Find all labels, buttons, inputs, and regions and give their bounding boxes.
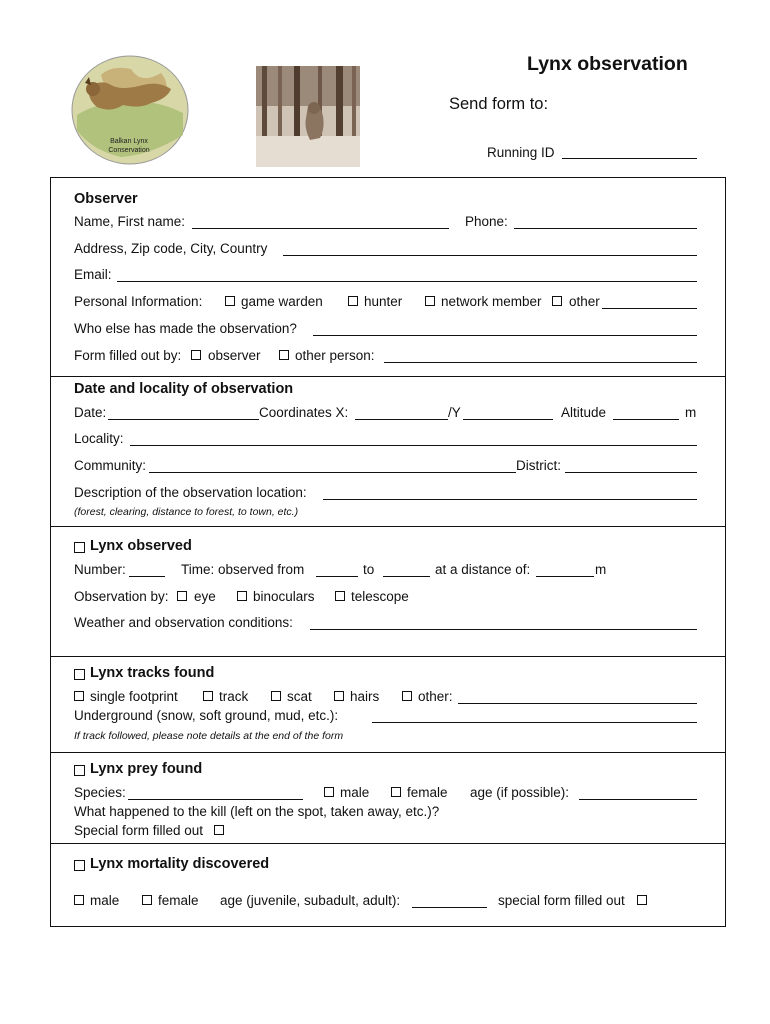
- observer-heading: Observer: [74, 191, 138, 207]
- mortality-age-field[interactable]: [412, 907, 487, 908]
- district-field[interactable]: [565, 472, 697, 473]
- mortality-female-label: female: [158, 893, 199, 908]
- observer-checkbox[interactable]: [191, 350, 201, 360]
- scat-label: scat: [287, 689, 312, 704]
- other-field[interactable]: [602, 308, 697, 309]
- time-from-field[interactable]: [316, 576, 358, 577]
- prey-male-label: male: [340, 785, 370, 800]
- prey-special-form-checkbox[interactable]: [214, 825, 224, 835]
- eye-checkbox[interactable]: [177, 591, 187, 601]
- altitude-unit: m: [685, 405, 697, 420]
- prey-female-checkbox[interactable]: [391, 787, 401, 797]
- address-label: Address, Zip code, City, Country: [74, 241, 268, 256]
- logo-text-1: Balkan Lynx: [110, 138, 148, 145]
- coord-y-label: /Y: [448, 405, 461, 420]
- locality-heading: Date and locality of observation: [74, 381, 294, 397]
- phone-field[interactable]: [514, 228, 697, 229]
- lynx-mortality-checkbox[interactable]: [74, 860, 85, 871]
- game-warden-label: game warden: [241, 294, 323, 309]
- kill-fate-label: What happened to the kill (left on the spot, taken away, etc.)?: [74, 804, 440, 819]
- binoculars-label: binoculars: [253, 589, 315, 604]
- form-title: Lynx observation: [527, 53, 688, 75]
- hairs-checkbox[interactable]: [334, 691, 344, 701]
- lynx-mortality-heading: Lynx mortality discovered: [90, 856, 270, 872]
- running-id-label: Running ID: [487, 145, 555, 160]
- hunter-label: hunter: [364, 294, 403, 309]
- lynx-tracks-checkbox[interactable]: [74, 669, 85, 680]
- date-label: Date:: [74, 405, 107, 420]
- species-label: Species:: [74, 785, 126, 800]
- observation-by-label: Observation by:: [74, 589, 169, 604]
- distance-label: at a distance of:: [435, 562, 531, 577]
- section-divider: [50, 656, 726, 657]
- track-other-field[interactable]: [458, 703, 697, 704]
- altitude-field[interactable]: [613, 419, 679, 420]
- coord-y-field[interactable]: [463, 419, 553, 420]
- mortality-male-checkbox[interactable]: [74, 895, 84, 905]
- altitude-label: Altitude: [561, 405, 607, 420]
- single-footprint-checkbox[interactable]: [74, 691, 84, 701]
- lynx-prey-heading: Lynx prey found: [90, 761, 203, 777]
- hunter-checkbox[interactable]: [348, 296, 358, 306]
- lynx-observed-checkbox[interactable]: [74, 542, 85, 553]
- email-label: Email:: [74, 267, 112, 282]
- lynx-photo: [256, 66, 360, 167]
- personal-info-label: Personal Information:: [74, 294, 203, 309]
- track-checkbox[interactable]: [203, 691, 213, 701]
- filled-by-label: Form filled out by:: [74, 348, 182, 363]
- community-label: Community:: [74, 458, 147, 473]
- time-to-field[interactable]: [383, 576, 430, 577]
- mortality-age-label: age (juvenile, subadult, adult):: [220, 893, 401, 908]
- who-else-label: Who else has made the observation?: [74, 321, 297, 336]
- hairs-label: hairs: [350, 689, 380, 704]
- game-warden-checkbox[interactable]: [225, 296, 235, 306]
- send-form-to: Send form to:: [449, 95, 549, 113]
- distance-field[interactable]: [536, 576, 594, 577]
- distance-unit: m: [595, 562, 607, 577]
- lynx-tracks-heading: Lynx tracks found: [90, 665, 215, 681]
- phone-label: Phone:: [465, 214, 508, 229]
- section-divider: [50, 752, 726, 753]
- name-field[interactable]: [192, 228, 449, 229]
- logo-text-2: Conservation: [108, 147, 150, 154]
- locality-label: Locality:: [74, 431, 124, 446]
- telescope-label: telescope: [351, 589, 409, 604]
- prey-female-label: female: [407, 785, 448, 800]
- section-divider: [50, 843, 726, 844]
- time-to-label: to: [363, 562, 375, 577]
- email-field[interactable]: [117, 281, 697, 282]
- name-label: Name, First name:: [74, 214, 186, 229]
- scat-checkbox[interactable]: [271, 691, 281, 701]
- coord-x-field[interactable]: [355, 419, 448, 420]
- prey-special-form-label: Special form filled out: [74, 823, 204, 838]
- track-other-label: other:: [418, 689, 453, 704]
- other-person-label: other person:: [295, 348, 375, 363]
- weather-label: Weather and observation conditions:: [74, 615, 293, 630]
- other-checkbox[interactable]: [552, 296, 562, 306]
- weather-field[interactable]: [310, 629, 697, 630]
- who-else-field[interactable]: [313, 335, 697, 336]
- other-person-field[interactable]: [384, 362, 697, 363]
- other-person-checkbox[interactable]: [279, 350, 289, 360]
- description-note: (forest, clearing, distance to forest, to town, etc.): [74, 506, 299, 518]
- lynx-observed-heading: Lynx observed: [90, 538, 192, 554]
- balkan-lynx-logo: [71, 55, 189, 165]
- time-from-label: Time: observed from: [181, 562, 305, 577]
- address-field[interactable]: [283, 255, 697, 256]
- prey-age-field[interactable]: [579, 799, 697, 800]
- mortality-special-form-checkbox[interactable]: [637, 895, 647, 905]
- prey-age-label: age (if possible):: [470, 785, 570, 800]
- mortality-male-label: male: [90, 893, 120, 908]
- binoculars-checkbox[interactable]: [237, 591, 247, 601]
- mortality-female-checkbox[interactable]: [142, 895, 152, 905]
- description-field[interactable]: [323, 499, 697, 500]
- running-id-field[interactable]: [562, 158, 697, 159]
- lynx-prey-checkbox[interactable]: [74, 765, 85, 776]
- network-member-label: network member: [441, 294, 542, 309]
- section-divider: [50, 526, 726, 527]
- locality-field[interactable]: [130, 445, 697, 446]
- description-label: Description of the observation location:: [74, 485, 307, 500]
- other-label: other: [569, 294, 600, 309]
- mortality-special-form-label: special form filled out: [498, 893, 625, 908]
- track-label: track: [219, 689, 249, 704]
- single-footprint-label: single footprint: [90, 689, 178, 704]
- species-field[interactable]: [128, 799, 303, 800]
- track-other-checkbox[interactable]: [402, 691, 412, 701]
- telescope-checkbox[interactable]: [335, 591, 345, 601]
- underground-label: Underground (snow, soft ground, mud, etc.):: [74, 708, 339, 723]
- observer-option-label: observer: [208, 348, 261, 363]
- underground-field[interactable]: [372, 722, 697, 723]
- number-label: Number:: [74, 562, 126, 577]
- district-label: District:: [516, 458, 561, 473]
- date-field[interactable]: [108, 419, 259, 420]
- prey-male-checkbox[interactable]: [324, 787, 334, 797]
- number-field[interactable]: [129, 576, 165, 577]
- network-member-checkbox[interactable]: [425, 296, 435, 306]
- section-divider: [50, 376, 726, 377]
- coord-x-label: Coordinates X:: [259, 405, 349, 420]
- track-followed-note: If track followed, please note details at the end of the form: [74, 730, 344, 742]
- eye-label: eye: [194, 589, 216, 604]
- community-field[interactable]: [149, 472, 516, 473]
